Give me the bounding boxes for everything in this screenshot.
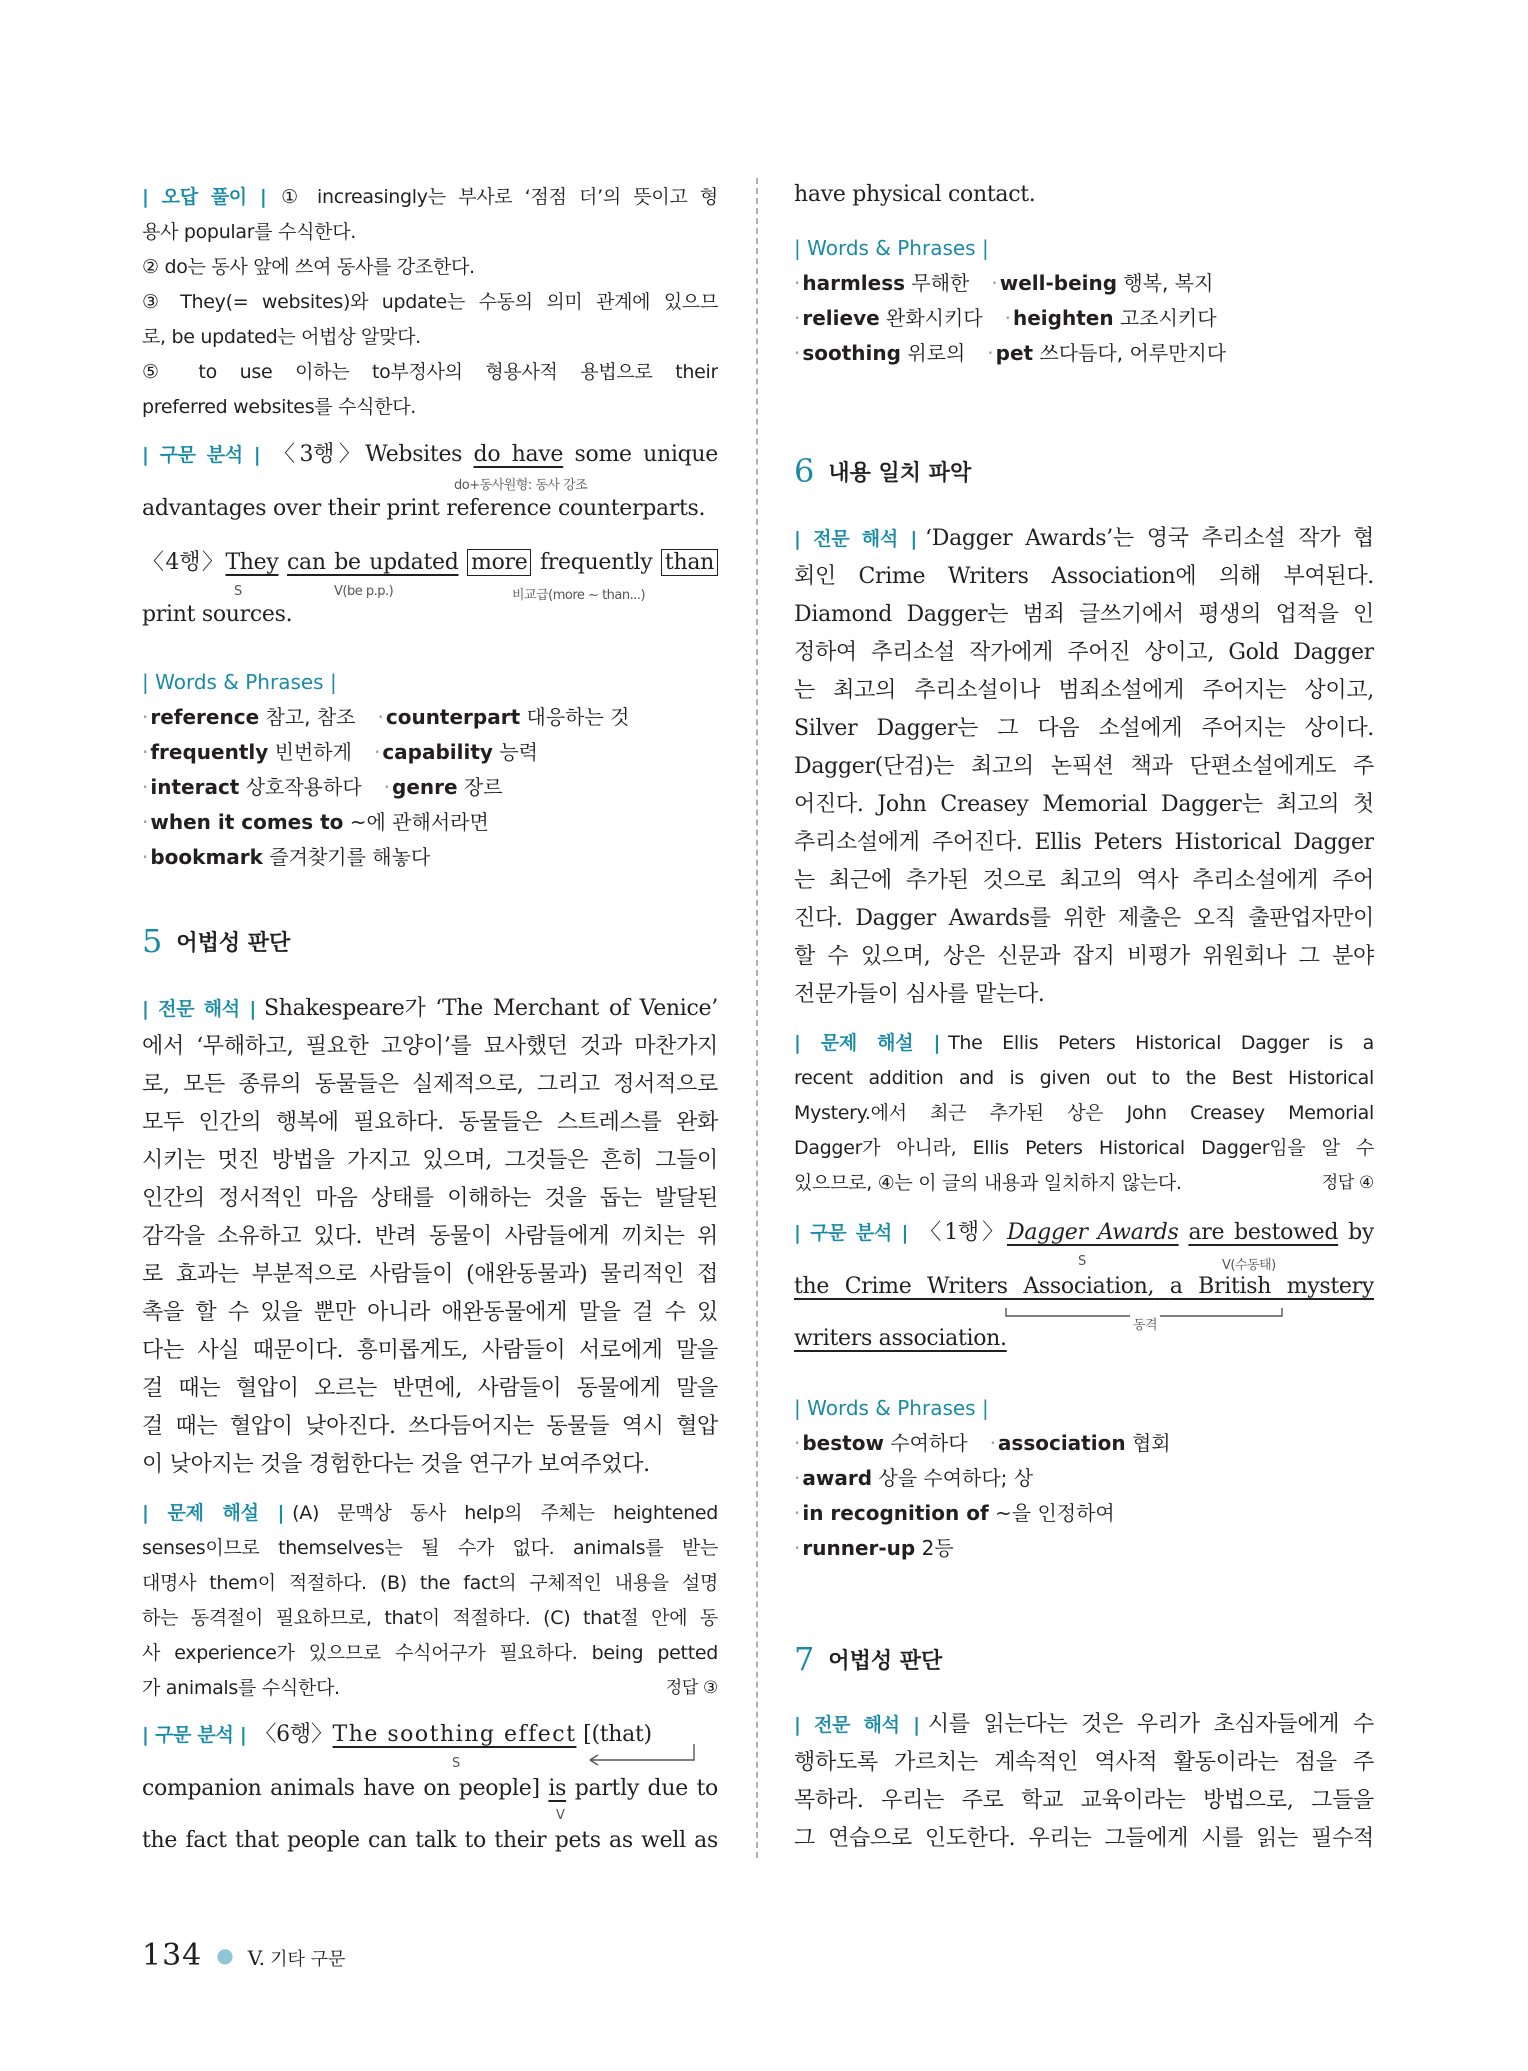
text-line: 는 최근에 추가된 것으로 최고의 역사 추리소설에게 주어	[794, 868, 1374, 893]
text-line: 목하라. 우리는 주로 학교 교육이라는 방법으로, 그들을	[794, 1788, 1374, 1813]
text-line: 걸 때는 혈압이 낮아진다. 쓰다듬어지는 동물들 역시 혈압	[142, 1414, 718, 1439]
subject-label: S	[1078, 1254, 1086, 1269]
unit-number: V.	[247, 1946, 266, 1970]
text-line: recent addition and is given out to the Best Historical	[794, 1067, 1374, 1089]
text-line: senses이므로 themselves는 될 수가 없다. animals를 받는	[142, 1537, 718, 1559]
grammar-note: do+동사원형: 동사 강조	[454, 478, 588, 493]
vocab-row: · bestow 수여하다 · association 협회	[794, 1431, 1171, 1455]
section-tag: | 구문 분석 |	[142, 444, 261, 466]
boxed-more: more	[467, 549, 531, 576]
text-line: 시키는 멋진 방법을 가지고 있으며, 그것들은 흔히 그들이	[142, 1148, 718, 1173]
vocab-row: · harmless 무해한 · well-being 행복, 복지	[794, 271, 1214, 295]
text-line: 다는 사실 때문이다. 흥미롭게도, 사람들이 서로에게 말을	[142, 1338, 718, 1363]
vocab-row: · runner-up 2등	[794, 1536, 954, 1560]
emphasized-do: do have	[473, 442, 564, 467]
section-tag: | 구문 분석 |	[794, 1222, 909, 1244]
answer-label: 정답 ④	[1321, 1173, 1374, 1193]
wrong-answer-explanation	[142, 180, 718, 425]
vocab-row: · reference 참고, 참조 · counterpart 대응하는 것	[142, 705, 630, 729]
text-line: 할 수 있으며, 상은 신문과 잡지 비평가 위원회나 그 분야	[794, 944, 1374, 969]
section-tag: | 문제 해설 |	[794, 1032, 941, 1054]
text-line: ① increasingly는 부사로 ‘점점 더’의 뜻이고 형	[274, 186, 718, 208]
syntax-analysis	[142, 436, 718, 636]
vocab-row: · bookmark 즐겨찾기를 해놓다	[142, 845, 431, 869]
words-phrases: | Words & Phrases | · reference 참고, 참조 · counterpart 대응하는 것 · frequently 빈번하게 · capability 능력 · interact 상호작용하다 · genre 장르 · when it comes to ~에 관해서라면 · bookmark 즐겨찾기를 해놓다	[142, 664, 718, 875]
section-6-question-explanation: | 문제 해설 | The Ellis Peters Historical Dagger is a recent addition and is given out to the Best Historical Mystery.에서 최근 추가된 상은 John Creasey Memorial Dagger가 아니라, Ellis Peters Historical Dagger임을 알 수 있으므로, ④는 이 글의 내용과 일치하지 않는다. 정답 ④	[794, 1026, 1374, 1201]
line-reference: 〈4행〉	[142, 550, 226, 575]
text-line: Dagger가 아니라, Ellis Peters Historical Dagger임을 알 수	[794, 1137, 1374, 1159]
text-line: 전문가들이 심사를 맡는다.	[794, 982, 1045, 1007]
boxed-than: than	[661, 549, 718, 576]
section-6-heading	[794, 452, 1374, 490]
text-line: preferred websites를 수식한다.	[142, 396, 417, 418]
text-line: 로 효과는 부분적으로 사람들이 (애완동물과) 물리적인 접	[142, 1262, 718, 1287]
section-5-question-explanation: | 문제 해설 | (A) 문맥상 동사 help의 주체는 heightened senses이므로 themselves는 될 수가 없다. animals를 받는 대명사 them이 적절하다. (B) the fact의 구체적인 내용을 설명 하는 동격절이 필요하므로, that이 적절하다. (C) that절 안에 동 사 experience가 있으므로 수식어구가 필요하다. being petted 가 animals를 수식한다. 정답 ③	[142, 1496, 718, 1706]
text-line: print sources.	[142, 602, 293, 627]
text-line: Dagger(단검)는 최고의 논픽션 책과 단편소설에게도 주	[794, 754, 1374, 779]
verb-phrase: are bestowed	[1188, 1220, 1339, 1245]
text-line: 어진다. John Creasey Memorial Dagger는 최고의 첫	[794, 792, 1374, 817]
line-reference: 〈1행〉	[916, 1220, 1008, 1245]
vocab-row: · interact 상호작용하다 · genre 장르	[142, 775, 503, 799]
section-5-heading	[142, 922, 718, 960]
section-5-syntax: | 구문 분석 | 〈6행〉The soothing effect [(that) S companion animals have on people] is partly due to V the fact that people can talk to their pets as well as	[142, 1716, 718, 1866]
text-line: 모두 인간의 행복에 필요하다. 동물들은 스트레스를 완화	[142, 1110, 718, 1135]
section-title: 어법성 판단	[176, 931, 291, 956]
relative-clause-arrow	[582, 1742, 702, 1766]
verb-label: V	[556, 1808, 565, 1823]
verb-is: is	[548, 1776, 567, 1801]
bullet-icon: ●	[216, 1943, 234, 1967]
words-phrases-heading: Words & Phrases	[807, 1396, 976, 1420]
text-line: ② do는 동사 앞에 쓰여 동사를 강조한다.	[142, 256, 475, 278]
section-tag: | 전문 해석 |	[794, 1714, 920, 1736]
appositive-label: 동격	[1130, 1314, 1160, 1333]
line-reference: 〈6행〉	[254, 1722, 333, 1747]
verb-label: V(be p.p.)	[334, 584, 394, 599]
section-tag: | 구문 분석 |	[142, 1724, 247, 1746]
text-line: 가 animals를 수식한다.	[142, 1677, 340, 1699]
section-tag: | 전문 해석 |	[794, 528, 918, 550]
section-number: 5	[142, 922, 163, 960]
unit-title: 기타 구문	[270, 1949, 346, 1970]
text-fragment: some unique	[574, 442, 718, 467]
text-line: Diamond Dagger는 범죄 글쓰기에서 평생의 업적을 인	[794, 602, 1374, 627]
section-number: 7	[794, 1640, 815, 1678]
text-line: 로, 모든 종류의 동물들은 실제적으로, 그리고 정서적으로	[142, 1072, 718, 1097]
text-line: 는 최고의 추리소설이나 범죄소설에게 주어지는 상이고,	[794, 678, 1374, 703]
section-7-translation: | 전문 해석 | 시를 읽는다는 것은 우리가 초심자들에게 수 행하도록 가르치는 계속적인 역사적 활동이라는 점을 주 목하라. 우리는 주로 학교 교육이라는 방법으로, 그들을 그 연습으로 인도한다. 우리는 그들에게 시를 읽는 필수적	[794, 1706, 1374, 1858]
words-phrases-heading: Words & Phrases	[807, 236, 976, 260]
text-line: ⑤ to use 이하는 to부정사의 형용사적 용법으로 their	[142, 361, 718, 383]
vocab-row: · relieve 완화시키다 · heighten 고조시키다	[794, 306, 1217, 330]
text-line: 용사 popular를 수식한다.	[142, 221, 357, 243]
section-6-syntax: | 구문 분석 | 〈1행〉Dagger Awards are bestowed by S V(수동태) the Crime Writers Association, a British mystery 동격 writers association.	[794, 1214, 1374, 1374]
text-line: 이 낮아지는 것을 경험한다는 것을 연구가 보여주었다.	[142, 1452, 650, 1477]
section-tag: | 오답 풀이 |	[142, 186, 267, 208]
text-line: 하는 동격절이 필요하므로, that이 적절하다. (C) that절 안에 동	[142, 1607, 718, 1629]
text-line: ③ They(= websites)와 update는 수동의 의미 관계에 있으므	[142, 291, 718, 313]
text-line: 정하여 추리소설 작가에게 주어진 상이고, Gold Dagger	[794, 640, 1374, 665]
text-line: 로, be updated는 어법상 알맞다.	[142, 326, 421, 348]
text-line: writers association.	[794, 1326, 1007, 1351]
text-line: Mystery.에서 최근 추가된 상은 John Creasey Memorial	[794, 1102, 1374, 1124]
section-title: 어법성 판단	[828, 1649, 943, 1674]
text-fragment: frequently	[539, 550, 653, 575]
text-line: 인간의 정서적인 마음 상태를 이해하는 것을 돕는 발달된	[142, 1186, 718, 1211]
section-7-heading	[794, 1640, 1374, 1678]
text-line: 회인 Crime Writers Association에 의해 부여된다.	[794, 564, 1374, 589]
section-tag: | 문제 해설 |	[142, 1502, 285, 1524]
vocab-row: · award 상을 수여하다; 상	[794, 1466, 1034, 1490]
line-reference: 〈3행〉	[268, 442, 366, 467]
text-line: 대명사 them이 적절하다. (B) the fact의 구체적인 내용을 설명	[142, 1572, 718, 1594]
page-number: 134	[142, 1938, 203, 1973]
section-6-translation: | 전문 해석 | ‘Dagger Awards’는 영국 추리소설 작가 협 회인 Crime Writers Association에 의해 부여된다. Diamond Dagger는 범죄 글쓰기에서 평생의 업적을 인 정하여 추리소설 작가에게 주어진 상이고, Gold Dagger 는 최고의 추리소설이나 범죄소설에게 주어지는 상이고, Silver Dagger는 그 다음 소설에게 주어지는 상이다. Dagger(단검)는 최고의 논픽션 책과 단편소설에게도 주 어진다. John Creasey Memorial Dagger는 최고의 첫 추리소설에게 주어진다. Ellis Peters Historical Dagger 는 최근에 추가된 것으로 최고의 역사 추리소설에게 주어 진다. Dagger Awards를 위한 제출은 오직 출판업자만이 할 수 있으며, 상은 신문과 잡지 비평가 위원회나 그 분야 전문가들이 심사를 맡는다.	[794, 520, 1374, 1014]
text-line: 있으므로, ④는 이 글의 내용과 일치하지 않는다.	[794, 1172, 1182, 1194]
subject-phrase: Dagger Awards	[1007, 1220, 1179, 1245]
verb-label: V(수동태)	[1222, 1258, 1276, 1273]
column-divider	[756, 178, 758, 1858]
text-line: 촉을 할 수 있을 뿐만 아니라 애완동물에게 말을 걸 수 있	[142, 1300, 718, 1325]
vocab-row: · in recognition of ~을 인정하여	[794, 1501, 1115, 1525]
subject-they: They	[225, 550, 279, 575]
section-tag: | 전문 해석 |	[142, 998, 256, 1020]
words-phrases-heading: Words & Phrases	[155, 670, 324, 694]
text-line: have physical contact.	[794, 182, 1036, 207]
text-line: 추리소설에게 주어진다. Ellis Peters Historical Dagger	[794, 830, 1374, 855]
text-line: 진다. Dagger Awards를 위한 제출은 오직 출판업자만이	[794, 906, 1374, 931]
subject-label: S	[452, 1756, 460, 1771]
section-title: 내용 일치 파악	[828, 461, 972, 486]
words-phrases: | Words & Phrases | · harmless 무해한 · well-being 행복, 복지 · relieve 완화시키다 · heighten 고조시키다 · soothing 위로의 · pet 쓰다듬다, 어루만지다	[794, 230, 1374, 371]
answer-label: 정답 ③	[665, 1678, 718, 1698]
text-fragment: Websites	[365, 442, 463, 467]
section-5-translation: | 전문 해석 | Shakespeare가 ‘The Merchant of Venice’ 에서 ‘무해하고, 필요한 고양이’를 묘사했던 것과 마찬가지 로, 모든 종류의 동물들은 실제적으로, 그리고 정서적으로 모두 인간의 행복에 필요하다. 동물들은 스트레스를 완화 시키는 멋진 방법을 가지고 있으며, 그것들은 흔히 그들이 인간의 정서적인 마음 상태를 이해하는 것을 돕는 발달된 감각을 소유하고 있다. 반려 동물이 사람들에게 끼치는 위 로 효과는 부분적으로 사람들이 (애완동물과) 물리적인 접 촉을 할 수 있을 뿐만 아니라 애완동물에게 말을 걸 수 있 다는 사실 때문이다. 흥미롭게도, 사람들이 서로에게 말을 걸 때는 혈압이 오르는 반면에, 사람들이 동물에게 말을 걸 때는 혈압이 낮아진다. 쓰다듬어지는 동물들 역시 혈압 이 낮아지는 것을 경험한다는 것을 연구가 보여주었다.	[142, 990, 718, 1484]
section-number: 6	[794, 452, 815, 490]
subject-label: S	[234, 584, 242, 599]
verb-phrase: can be updated	[287, 550, 459, 575]
relative-clause-start: [(that)	[583, 1722, 652, 1747]
text-line: Silver Dagger는 그 다음 소설에게 주어지는 상이다.	[794, 716, 1374, 741]
text-line: the fact that people can talk to their pets as well as	[142, 1828, 718, 1853]
vocab-row: · soothing 위로의 · pet 쓰다듬다, 어루만지다	[794, 341, 1227, 365]
subject-phrase: The soothing effect	[332, 1722, 577, 1747]
text-line: 그 연습으로 인도한다. 우리는 그들에게 시를 읽는 필수적	[794, 1826, 1374, 1851]
text-line: 걸 때는 혈압이 오르는 반면에, 사람들이 동물에게 말을	[142, 1376, 718, 1401]
vocab-row: · frequently 빈번하게 · capability 능력	[142, 740, 538, 764]
text-line: advantages over their print reference counterparts.	[142, 496, 706, 521]
text-fragment: by	[1348, 1220, 1374, 1245]
vocab-row: · when it comes to ~에 관해서라면	[142, 810, 489, 834]
text-line: 감각을 소유하고 있다. 반려 동물이 사람들에게 끼치는 위	[142, 1224, 718, 1249]
text-line: 행하도록 가르치는 계속적인 역사적 활동이라는 점을 주	[794, 1750, 1374, 1775]
words-phrases: | Words & Phrases | · bestow 수여하다 · association 협회 · award 상을 수여하다; 상 · in recognition of ~을 인정하여 · runner-up 2등	[794, 1390, 1374, 1566]
page-footer	[142, 1938, 345, 1973]
text-line: 사 experience가 있으므로 수식어구가 필요하다. being petted	[142, 1642, 718, 1664]
comparative-label: 비교급(more ~ than...)	[512, 588, 646, 603]
text-line: 에서 ‘무해하고, 필요한 고양이’를 묘사했던 것과 마찬가지	[142, 1034, 718, 1059]
